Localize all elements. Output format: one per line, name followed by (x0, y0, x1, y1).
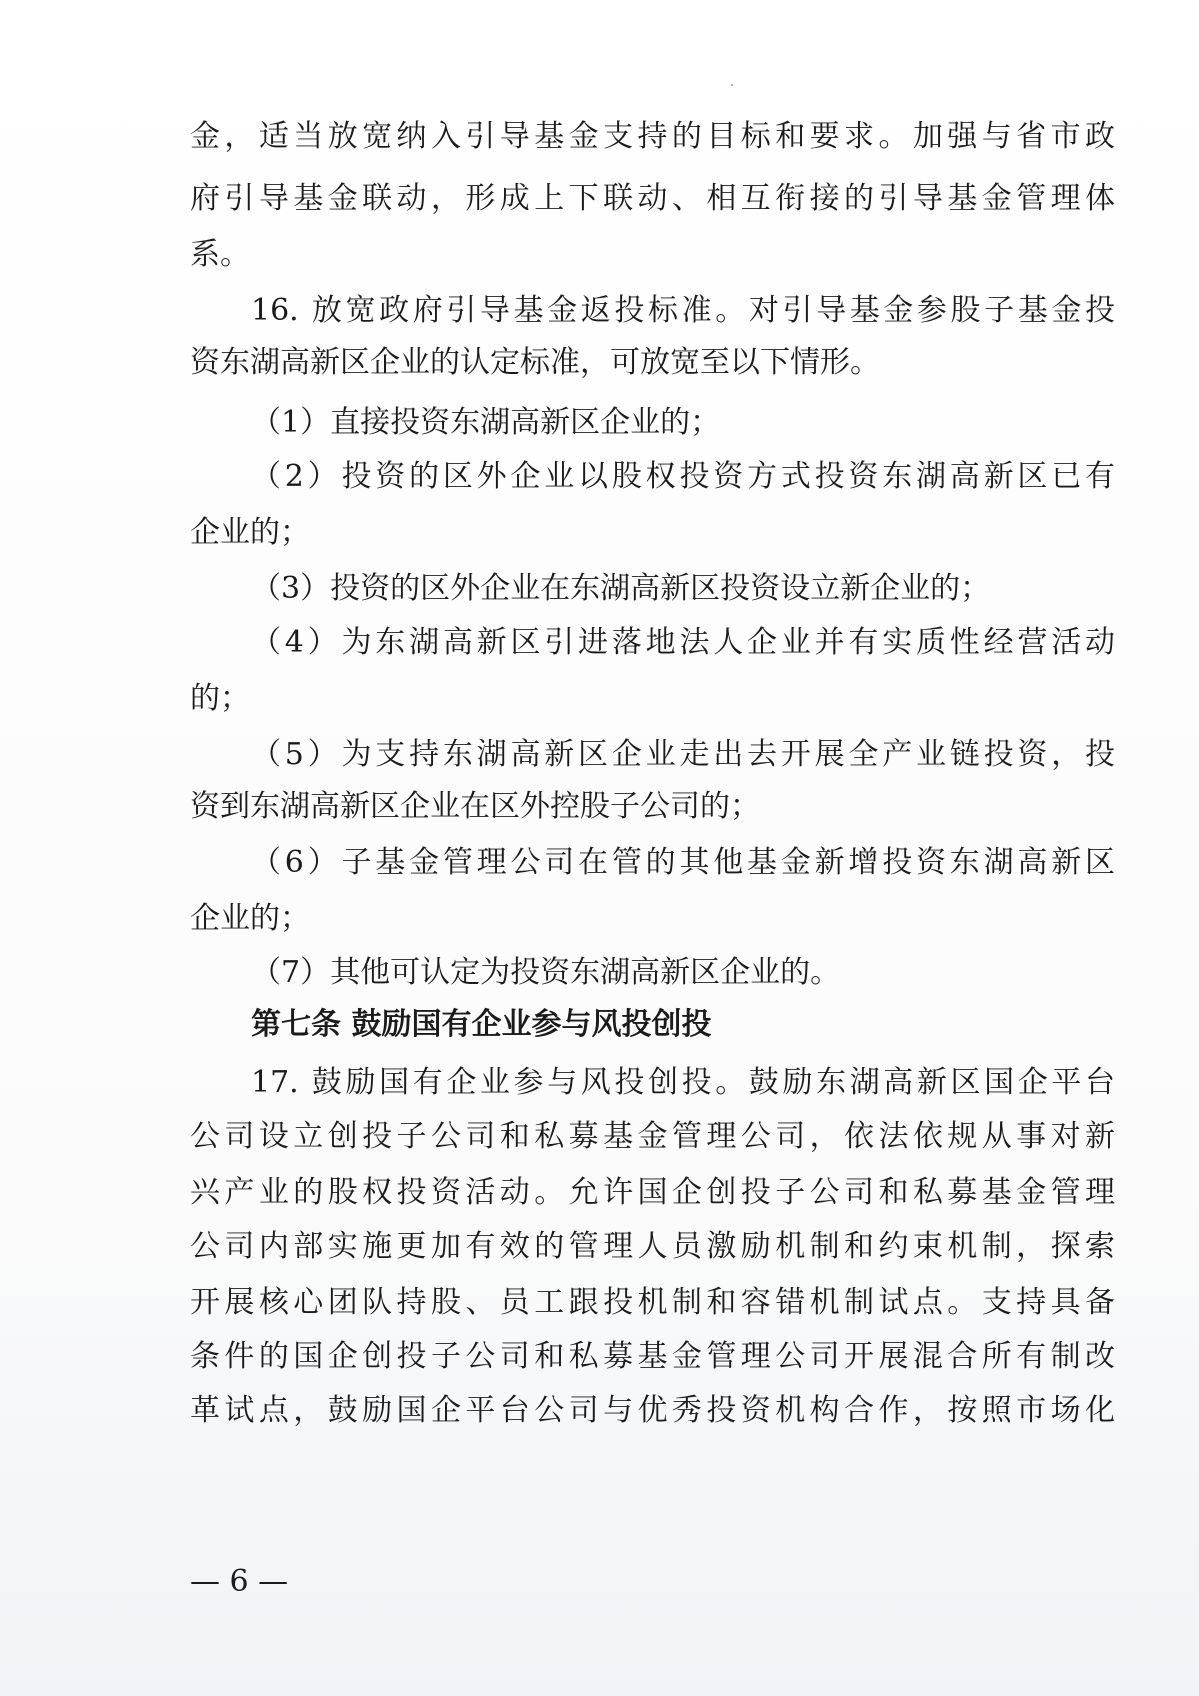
scan-speck (731, 84, 733, 86)
list-item-4: （4）为东湖高新区引进落地法人企业并有实质性经营活动 (251, 625, 1115, 660)
list-item-6: （6）子基金管理公司在管的其他基金新增投资东湖高新区 (251, 845, 1115, 880)
body-line: 金，适当放宽纳入引导基金支持的目标和要求。加强与省市政 (190, 119, 1115, 154)
list-item-1: （1）直接投资东湖高新区企业的； (251, 405, 721, 440)
body-line: 企业的； (190, 901, 310, 936)
body-line: 开展核心团队持股、员工跟投机制和容错机制试点。支持具备 (190, 1285, 1115, 1320)
list-item-5: （5）为支持东湖高新区企业走出去开展全产业链投资，投 (251, 737, 1115, 772)
body-line: 革试点，鼓励国企平台公司与优秀投资机构合作，按照市场化 (190, 1393, 1115, 1428)
body-line: 16. 放宽政府引导基金返投标准。对引导基金参股子基金投 (251, 293, 1115, 328)
list-item-7: （7）其他可认定为投资东湖高新区企业的。 (251, 955, 841, 990)
page-number: — 6 — (190, 1564, 289, 1599)
body-line: 府引导基金联动，形成上下联动、相互衔接的引导基金管理体 (190, 181, 1115, 216)
section-heading: 第七条 鼓励国有企业参与风投创投 (251, 1007, 712, 1042)
body-line: 资到东湖高新区企业在区外控股子公司的； (190, 789, 760, 824)
body-line: 系。 (190, 237, 250, 272)
body-line: 资东湖高新区企业的认定标准，可放宽至以下情形。 (190, 345, 880, 380)
body-line: 兴产业的股权投资活动。允许国企创投子公司和私募基金管理 (190, 1175, 1115, 1210)
body-line: 17. 鼓励国有企业参与风投创投。鼓励东湖高新区国企平台 (251, 1065, 1115, 1100)
body-line: 企业的； (190, 515, 310, 550)
list-item-2: （2）投资的区外企业以股权投资方式投资东湖高新区已有 (251, 459, 1115, 494)
body-line: 公司内部实施更加有效的管理人员激励机制和约束机制，探索 (190, 1229, 1115, 1264)
body-line: 条件的国企创投子公司和私募基金管理公司开展混合所有制改 (190, 1339, 1115, 1374)
body-line: 的； (190, 681, 250, 716)
body-line: 公司设立创投子公司和私募基金管理公司，依法依规从事对新 (190, 1119, 1115, 1154)
list-item-3: （3）投资的区外企业在东湖高新区投资设立新企业的； (251, 571, 991, 606)
